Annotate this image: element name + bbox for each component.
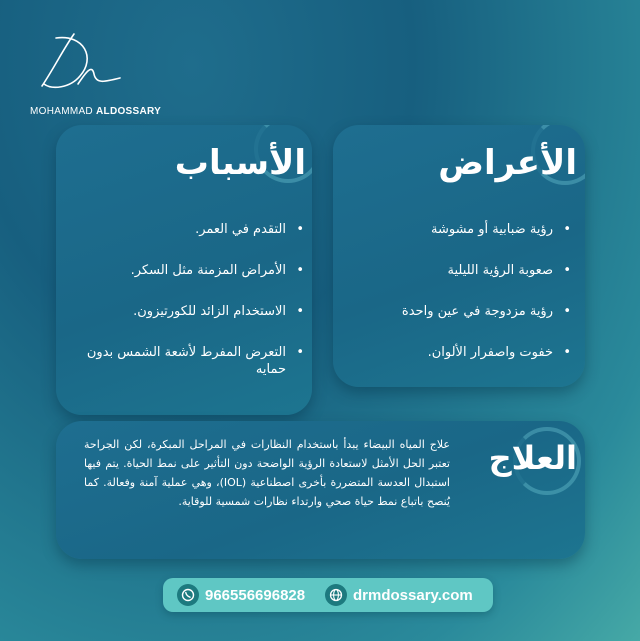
symptoms-list (345, 221, 575, 361)
causes-title: الأسباب (174, 143, 306, 183)
causes-card (56, 125, 312, 415)
treatment-card (56, 421, 585, 559)
brand-logo (30, 28, 170, 117)
globe-icon (325, 584, 347, 606)
treatment-body: علاج المياه البيضاء يبدأ باستخدام النظارات في المراحل المبكرة، لكن الجراحة تعتبر الحل الأمثل لاستعادة الرؤية الواضحة دون التأثير على نمط الحياة. يتم فيها استبدال العدسة المتضررة بأخرى اصطناعية (IOL)، وهي عملية آمنة وفعالة. كما يُنصح باتباع نمط حياة صحي وارتداء نظارات شمسية للوقاية. (84, 438, 450, 508)
website-url: drmdossary.com (353, 586, 473, 604)
website-link[interactable] (325, 578, 473, 612)
list-item: • صعوبة الرؤية الليلية (345, 262, 575, 279)
phone-contact[interactable] (177, 578, 305, 612)
list-item: • الأمراض المزمنة مثل السكر. (64, 262, 308, 279)
symptoms-card (333, 125, 585, 387)
symptoms-title: الأعراض (438, 143, 577, 183)
whatsapp-icon (177, 584, 199, 606)
list-item: • رؤية مزدوجة في عين واحدة (345, 303, 575, 320)
phone-number: 966556696828 (205, 586, 306, 604)
list-item: • التعرض المفرط لأشعة الشمس بدون حمايه (64, 344, 308, 378)
list-item: • خفوت واصفرار الألوان. (345, 344, 575, 361)
causes-list (64, 221, 308, 378)
list-item: • رؤية ضبابية أو مشوشة (345, 221, 575, 238)
contact-bar (163, 578, 493, 612)
list-item: • الاستخدام الزائد للكورتيزون. (64, 303, 308, 320)
treatment-title: العلاج (488, 439, 577, 477)
signature-logo-icon (34, 28, 124, 100)
logo-name: MOHAMMAD ALDOSSARY (30, 106, 162, 117)
list-item: • التقدم في العمر. (64, 221, 308, 238)
